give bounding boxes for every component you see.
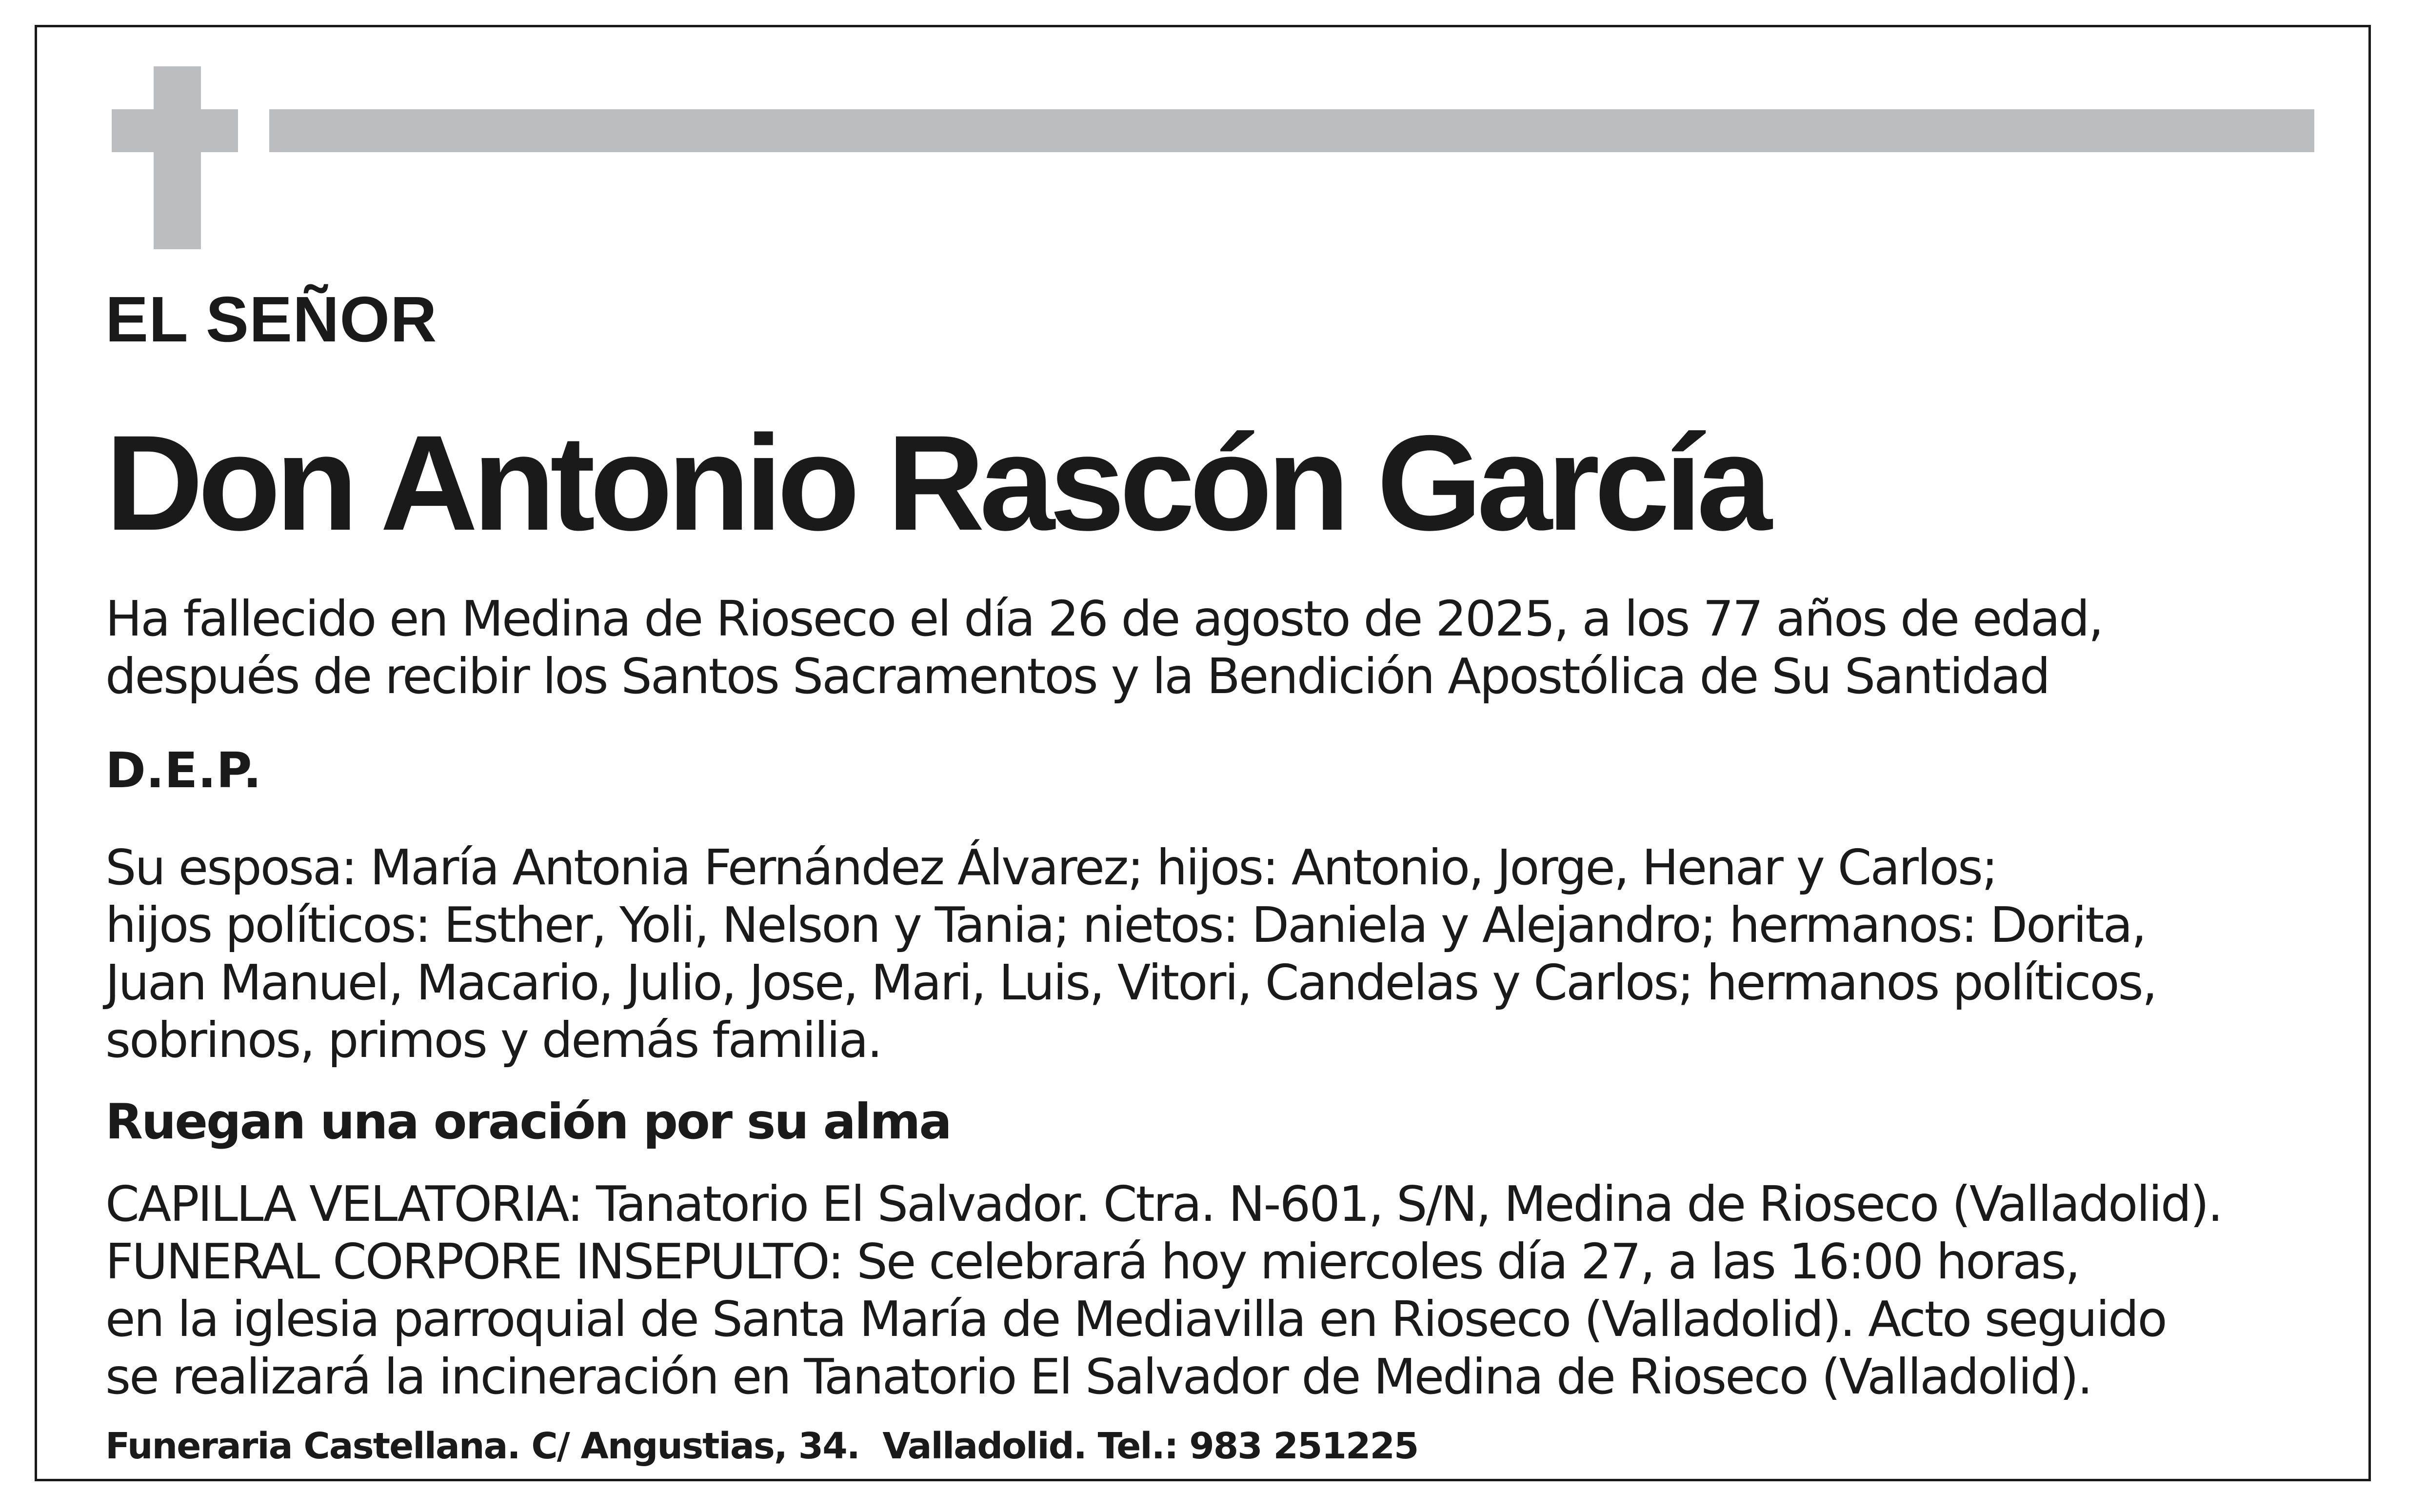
family-line: Su esposa: María Antonia Fernández Álvarez; hijos: Antonio, Jorge, Henar y Carlos;	[105, 839, 1997, 896]
death-line: después de recibir los Santos Sacramentos y la Bendición Apostólica de Su Santidad	[105, 648, 2049, 705]
cross-horizontal-bar	[112, 109, 238, 152]
service-line: CAPILLA VELATORIA: Tanatorio El Salvador. Ctra. N-601, S/N, Medina de Rioseco (Valladolid).	[105, 1175, 2222, 1233]
header-rule	[269, 109, 2314, 152]
service-line: FUNERAL CORPORE INSEPULTO: Se celebrará hoy miercoles día 27, a las 16:00 horas,	[105, 1233, 2079, 1290]
service-paragraph	[105, 1175, 2222, 1406]
service-line: se realizará la incineración en Tanatorio El Salvador de Medina de Rioseco (Valladolid).	[105, 1348, 2091, 1405]
death-paragraph	[105, 590, 2102, 705]
cross-vertical-bar	[154, 66, 201, 249]
title-prefix: EL SEÑOR	[105, 283, 437, 355]
family-line: hijos políticos: Esther, Yoli, Nelson y Tania; nietos: Daniela y Alejandro; hermanos: Dorita,	[105, 896, 2146, 954]
prayer-line: Ruegan una oración por su alma	[105, 1093, 951, 1150]
family-line: sobrinos, primos y demás familia.	[105, 1012, 881, 1069]
family-paragraph	[105, 839, 2156, 1069]
dep-label: D.E.P.	[105, 742, 262, 799]
deceased-name: Don Antonio Rascón García	[105, 407, 1767, 558]
death-line: Ha fallecido en Medina de Rioseco el día 26 de agosto de 2025, a los 77 años de edad,	[105, 590, 2103, 647]
funeral-home-footer: Funeraria Castellana. C/ Angustias, 34. Valladolid. Tel.: 983 251225	[105, 1425, 1418, 1467]
service-line: en la iglesia parroquial de Santa María de Mediavilla en Rioseco (Valladolid). Acto seguido	[105, 1291, 2166, 1348]
family-line: Juan Manuel, Macario, Julio, Jose, Mari, Luis, Vitori, Candelas y Carlos; hermanos políticos,	[105, 954, 2156, 1011]
